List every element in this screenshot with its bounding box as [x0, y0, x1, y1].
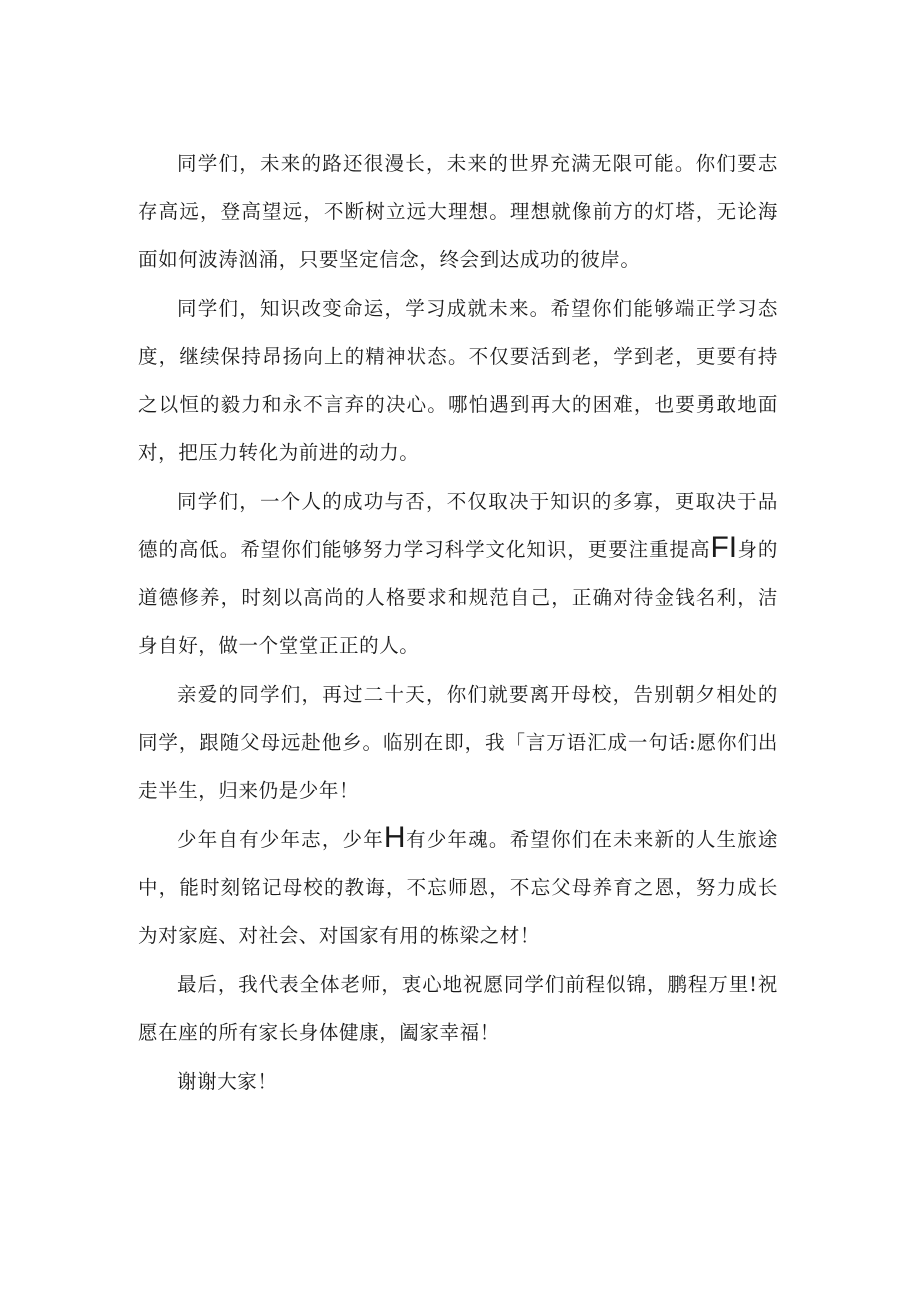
paragraph-blessing [138, 961, 778, 1057]
paragraph-text: 亲爱的同学们，再过二十天，你们就要离开母校，告别朝夕相处的同学，跟随父母远赴他乡。临别在即，我「言万语汇成一句话:愿你们出走半生，归来仍是少年！ [138, 683, 778, 802]
ocr-glitch-text: H [383, 821, 406, 854]
paragraph-text: 谢谢大家！ [177, 1070, 278, 1093]
paragraph-knowledge [138, 285, 778, 477]
speech-body [138, 140, 778, 1106]
paragraph-thanks [138, 1058, 778, 1106]
paragraph-future [138, 140, 778, 284]
paragraph-text-before: 同学们，一个人的成功与否，不仅取决于知识的多寡，更取决于品德的高低。希望你们能够努力学习科学文化知识，更要注重提高 [138, 490, 778, 561]
ocr-glitch-text: FI [710, 531, 738, 564]
paragraph-character [138, 478, 778, 670]
paragraph-youth [138, 816, 778, 960]
paragraph-farewell [138, 671, 778, 815]
paragraph-text-after: 身的道德修养，时刻以高尚的人格要求和规范自己，正确对待金钱名利，洁身自好，做一个堂堂正正的人。 [138, 538, 778, 657]
paragraph-text: 同学们，知识改变命运，学习成就未来。希望你们能够端正学习态度，继续保持昂扬向上的精神状态。不仅要活到老，学到老，更要有持之以恒的毅力和永不言弃的决心。哪怕遇到再大的困难，也要勇敢地面对，把压力转化为前进的动力。 [138, 297, 778, 464]
paragraph-text-after: 有少年魂。希望你们在未来新的人生旅途中，能时刻铭记母校的教诲，不忘师恩，不忘父母养育之恩，努力成长为对家庭、对社会、对国家有用的栋梁之材！ [138, 828, 778, 947]
paragraph-text-before: 少年自有少年志，少年 [177, 828, 384, 851]
paragraph-text: 同学们，未来的路还很漫长，未来的世界充满无限可能。你们要志存高远，登高望远，不断树立远大理想。理想就像前方的灯塔，无论海面如何波涛汹涌，只要坚定信念，终会到达成功的彼岸。 [138, 152, 778, 271]
paragraph-text: 最后，我代表全体老师，衷心地祝愿同学们前程似锦，鹏程万里!祝愿在座的所有家长身体健康，阖家幸福！ [138, 973, 778, 1044]
